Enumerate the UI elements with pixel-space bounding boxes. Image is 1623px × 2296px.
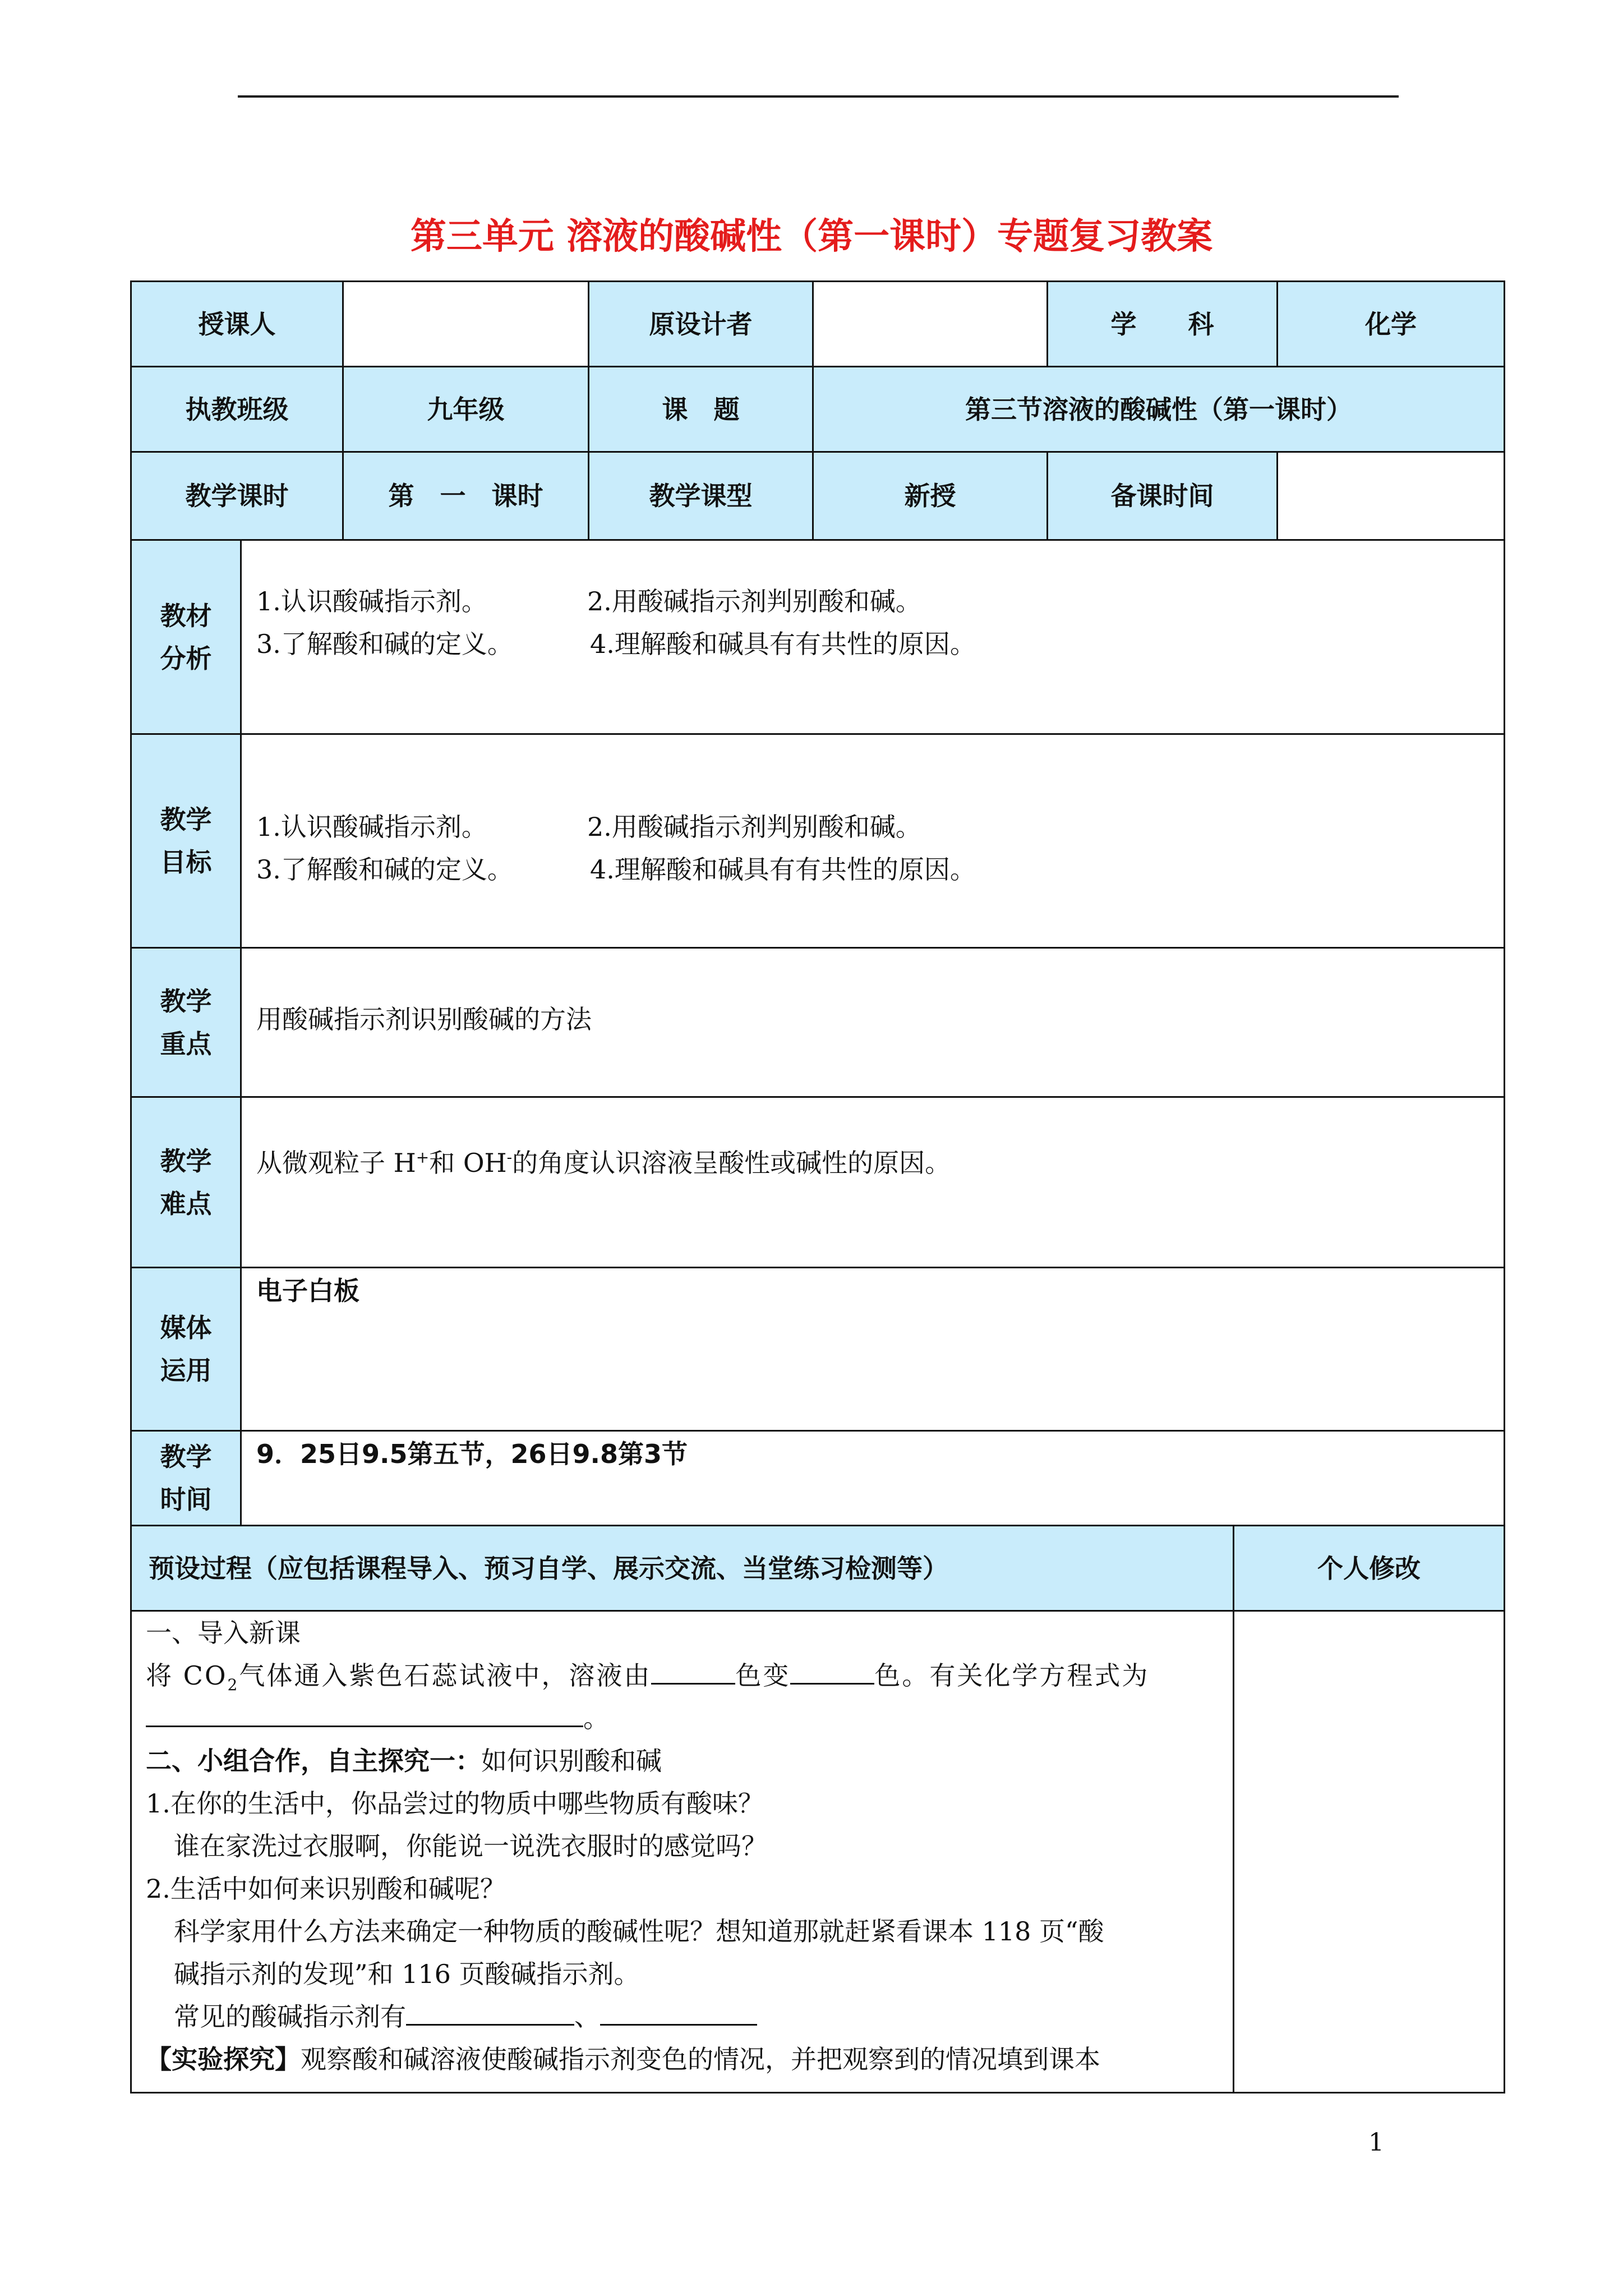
label-class: 执教班级 [130, 366, 344, 453]
difficulty-content: 从微观粒子 H+和 OH-的角度认识溶液呈酸性或碱性的原因。 [240, 1096, 1505, 1268]
value-prep-time [1276, 451, 1505, 541]
label-material-analysis: 教材 分析 [130, 539, 242, 735]
value-lesson-type: 新授 [812, 451, 1048, 541]
header-rule [238, 95, 1399, 98]
value-teacher [342, 280, 589, 367]
value-topic: 第三节溶液的酸碱性（第一课时） [812, 366, 1505, 453]
label-periods: 教学课时 [130, 451, 344, 541]
teaching-time-content: 9．25日9.5第五节，26日9.8第3节 [240, 1430, 1505, 1526]
label-teaching-goals: 教学 目标 [130, 733, 242, 949]
value-periods: 第 一 课时 [342, 451, 589, 541]
teaching-goals-content: 1.认识酸碱指示剂。 2.用酸碱指示剂判别酸和碱。 3.了解酸和碱的定义。 4.理解酸和碱具有有共性的原因。 [240, 733, 1505, 949]
label-difficulty: 教学 难点 [130, 1096, 242, 1268]
blank-indicator-2[interactable] [600, 2000, 757, 2026]
process-header: 预设过程（应包括课程导入、预习自学、展示交流、当堂练习检测等） [130, 1525, 1234, 1612]
media-content: 电子白板 [240, 1267, 1505, 1432]
blank-equation[interactable] [146, 1702, 583, 1727]
label-teaching-time: 教学 时间 [130, 1430, 242, 1526]
key-points-content: 用酸碱指示剂识别酸碱的方法 [240, 947, 1505, 1098]
value-subject: 化学 [1276, 280, 1505, 367]
process-content: 一、导入新课 将 $CO_2$气体通入紫色石蕊试液中，溶液由 色变 色。有关化学方程式为 。 二、小组合作，自主探究一：如何识别酸和碱 1.在你的生活中，你品尝过的物质中哪些物质有酸味？ 谁在家洗过衣服啊，你能说一说洗衣服时的感觉吗？ 2.生活中如何来识别酸和碱呢？ 科学家用什么方法来确定一种物质的酸碱性呢？想知道那就赶紧看课本 118 页“酸 碱指示剂的发现”和 116 页酸碱指示剂。 常见的酸碱指示剂有 、 【实验探究】观察酸和碱溶液使酸碱指示剂变色的情况，并把观察到的情况填到课本 [130, 1610, 1234, 2093]
blank-color-to[interactable] [790, 1659, 874, 1685]
value-designer [812, 280, 1048, 367]
label-designer: 原设计者 [588, 280, 814, 367]
blank-indicator-1[interactable] [406, 2000, 574, 2026]
label-media: 媒体 运用 [130, 1267, 242, 1432]
label-topic: 课 题 [588, 366, 814, 453]
label-teacher: 授课人 [130, 280, 344, 367]
label-subject: 学 科 [1046, 280, 1278, 367]
label-lesson-type: 教学课型 [588, 451, 814, 541]
label-prep-time: 备课时间 [1046, 451, 1278, 541]
label-key-points: 教学 重点 [130, 947, 242, 1098]
document-title: 第三单元 溶液的酸碱性（第一课时）专题复习教案 [410, 216, 1213, 257]
page-number: 1 [1368, 2128, 1384, 2157]
value-class: 九年级 [342, 366, 589, 453]
blank-color-from[interactable] [651, 1659, 735, 1685]
personal-edit-header: 个人修改 [1233, 1525, 1505, 1612]
material-analysis-content: 1.认识酸碱指示剂。 2.用酸碱指示剂判别酸和碱。 3.了解酸和碱的定义。 4.理解酸和碱具有有共性的原因。 [240, 539, 1505, 735]
personal-edit-content [1233, 1610, 1505, 2093]
